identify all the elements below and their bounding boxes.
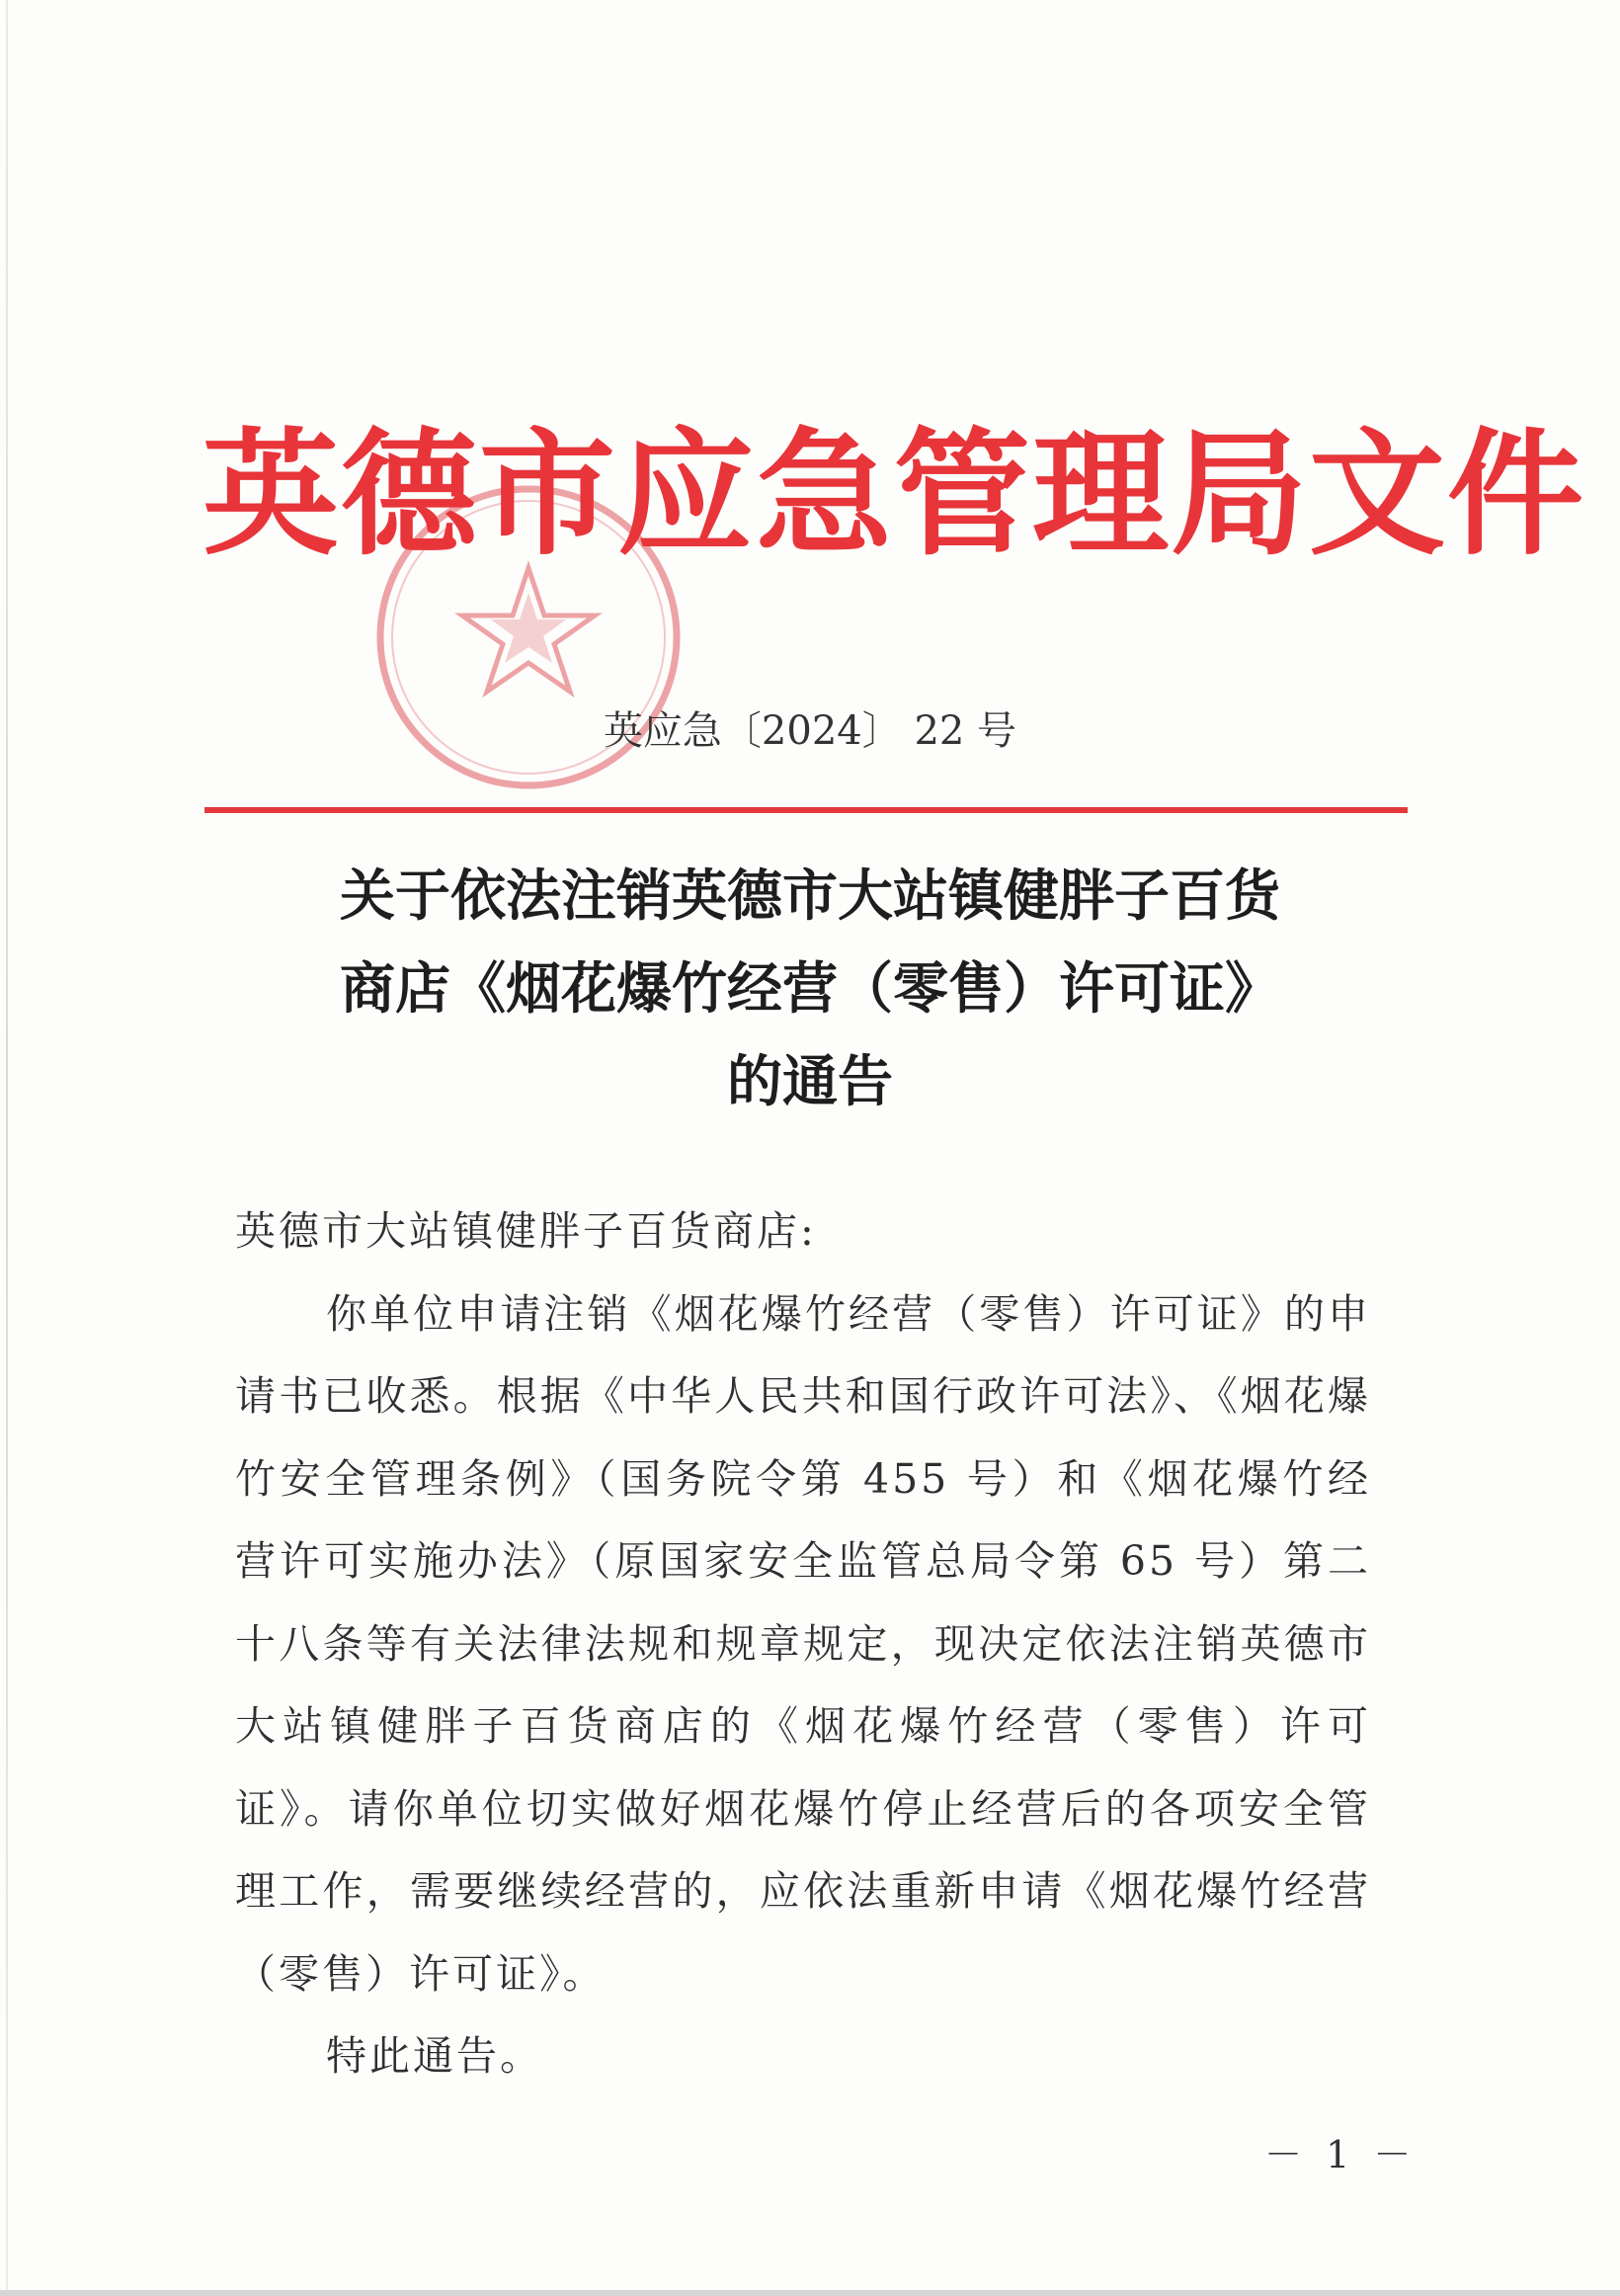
body-paragraph: 你单位申请注销《烟花爆竹经营（零售）许可证》的申请书已收悉。根据《中华人民共和国行政许可法》、《烟花爆竹安全管理条例》（国务院令第 455 号）和《烟花爆竹经营许可实施办法》（原国家安全监管总局令第 65 号）第二十八条等有关法律法规和规章规定，现决定依法注销英德市大站镇健胖子百货商店的《烟花爆竹经营（零售）许可证》。请你单位切实做好烟花爆竹停止经营后的各项安全管理工作，需要继续经营的，应依法重新申请《烟花爆竹经营（零售）许可证》。 [235,1289,1371,1998]
page-number: － 1 － [1264,2133,1418,2176]
notice-title-line-2: 商店《烟花爆竹经营（零售）许可证》 [340,956,1280,1022]
document-number [0,703,1620,759]
page-edge-bottom [0,2290,1620,2296]
notice-body [235,1190,1371,2098]
document-number-text: 英应急〔2024〕 22 号 [603,708,1017,754]
document-header-title: 英德市应急管理局文件 [202,413,1586,574]
addressee: 英德市大站镇健胖子百货商店: [235,1207,817,1255]
notice-title-line-3: 的通告 [727,1049,893,1114]
notice-title [198,850,1422,1128]
header-divider [204,807,1408,813]
closing-line: 特此通告。 [326,2032,543,2080]
notice-title-line-1: 关于依法注销英德市大站镇健胖子百货 [340,863,1280,929]
page-edge [6,0,8,2296]
